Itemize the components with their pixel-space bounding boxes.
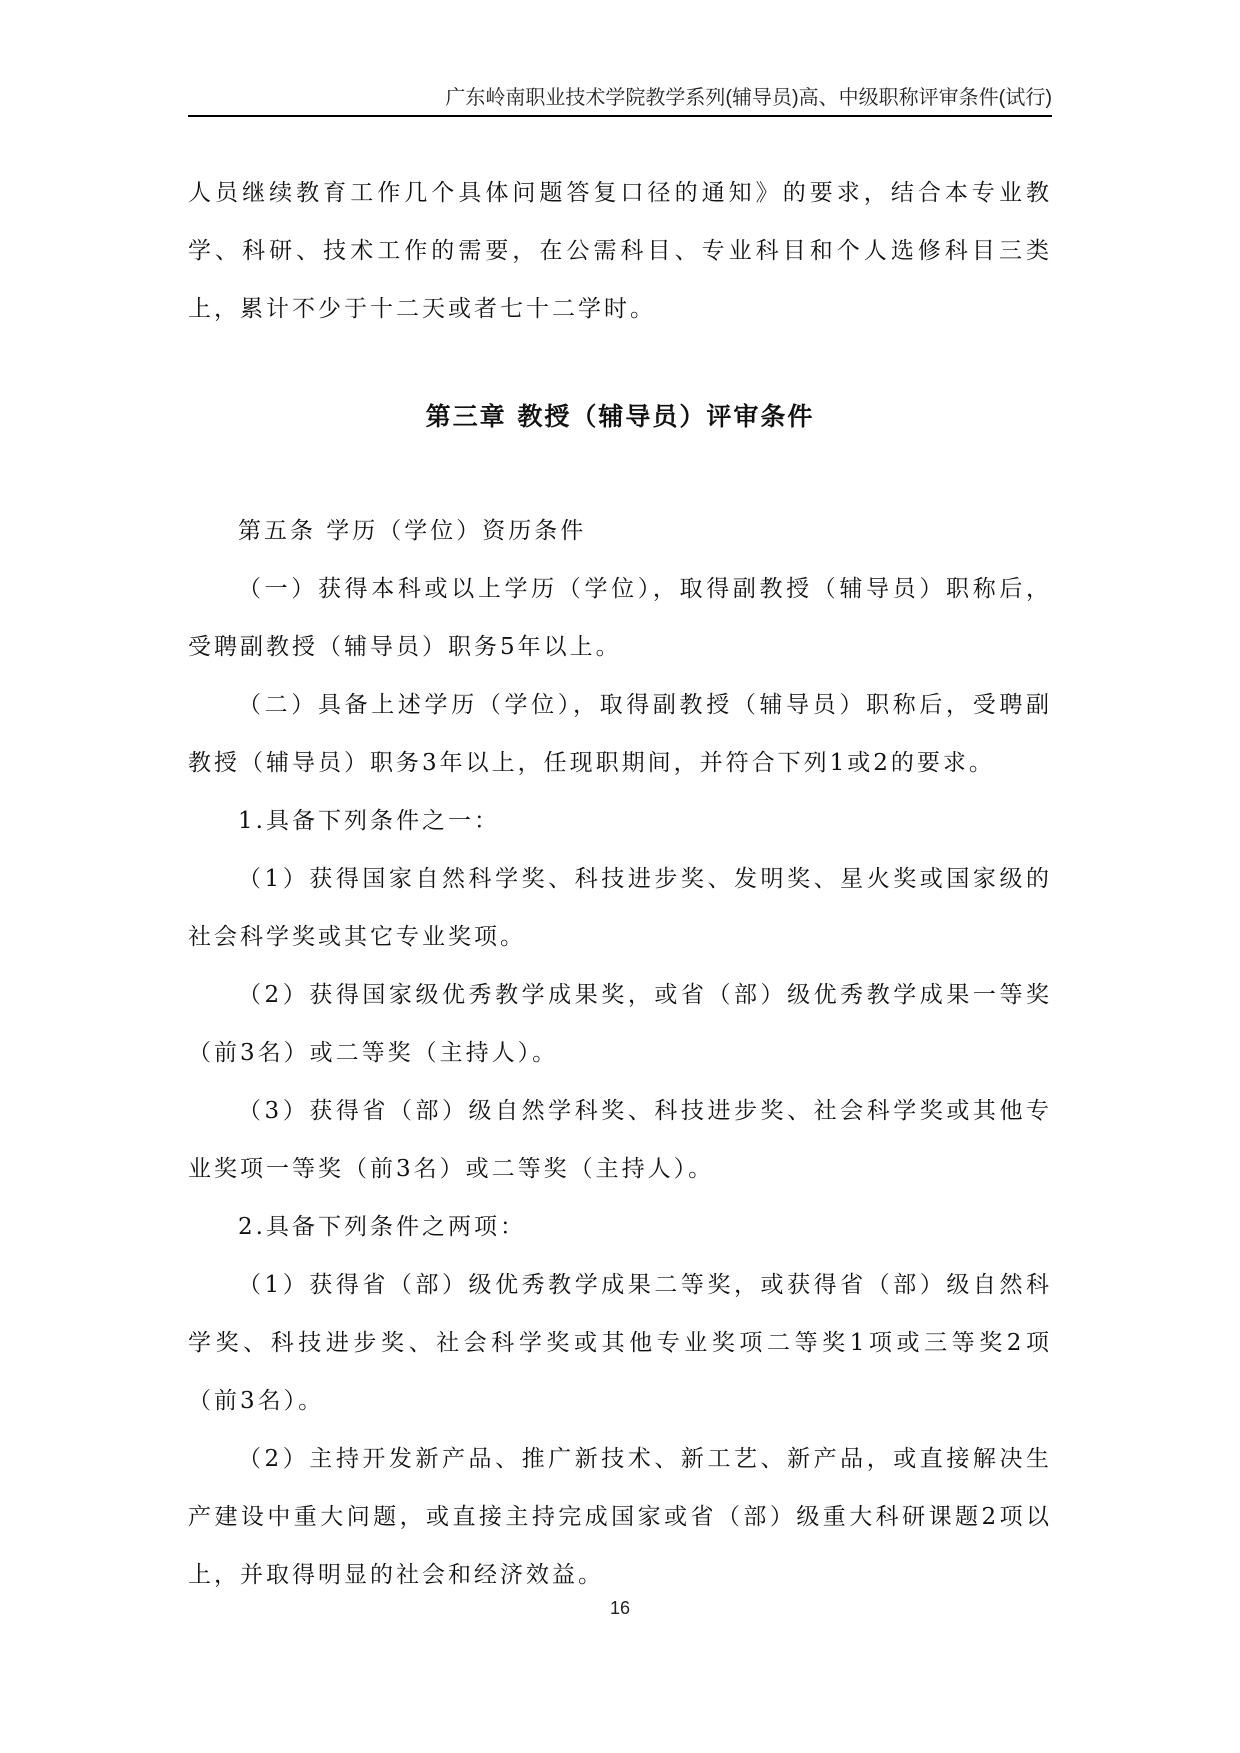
condition-2-2: （2）主持开发新产品、推广新技术、新工艺、新产品，或直接解决生产建设中重大问题，或直接主持完成国家或省（部）级重大科研课题2项以上，并取得明显的社会和经济效益。 (188, 1446, 1052, 1588)
document-body (188, 164, 1052, 1604)
clause-two: （二）具备上述学历（学位），取得副教授（辅导员）职称后，受聘副教授（辅导员）职务3年以上，任现职期间，并符合下列1或2的要求。 (188, 692, 1052, 776)
condition-1-1: （1）获得国家自然科学奖、科技进步奖、发明奖、星火奖或国家级的社会科学奖或其它专业奖项。 (188, 866, 1052, 950)
header-divider (188, 115, 1052, 117)
condition-1-3: （3）获得省（部）级自然学科奖、科技进步奖、社会科学奖或其他专业奖项一等奖（前3名）或二等奖（主持人）。 (188, 1098, 1052, 1182)
chapter-title: 第三章 教授（辅导员）评审条件 (425, 402, 815, 431)
continuation-paragraph: 人员继续教育工作几个具体问题答复口径的通知》的要求，结合本专业教学、科研、技术工作的需要，在公需科目、专业科目和个人选修科目三类上，累计不少于十二天或者七十二学时。 (188, 180, 1052, 322)
running-header-title: 广东岭南职业技术学院教学系列(辅导员)高、中级职称评审条件(试行) (445, 87, 1052, 109)
condition-2-1: （1）获得省（部）级优秀教学成果二等奖，或获得省（部）级自然科学奖、科技进步奖、社会科学奖或其他专业奖项二等奖1项或三等奖2项（前3名）。 (188, 1272, 1052, 1414)
page-number: 16 (609, 1598, 631, 1618)
article-heading: 第五条 学历（学位）资历条件 (238, 518, 587, 544)
clause-one: （一）获得本科或以上学历（学位），取得副教授（辅导员）职称后，受聘副教授（辅导员）职务5年以上。 (188, 576, 1052, 660)
condition-1-2: （2）获得国家级优秀教学成果奖，或省（部）级优秀教学成果一等奖（前3名）或二等奖（主持人）。 (188, 982, 1052, 1066)
condition-group-2-heading: 2.具备下列条件之两项： (238, 1214, 526, 1240)
condition-group-1-heading: 1.具备下列条件之一： (238, 808, 500, 834)
